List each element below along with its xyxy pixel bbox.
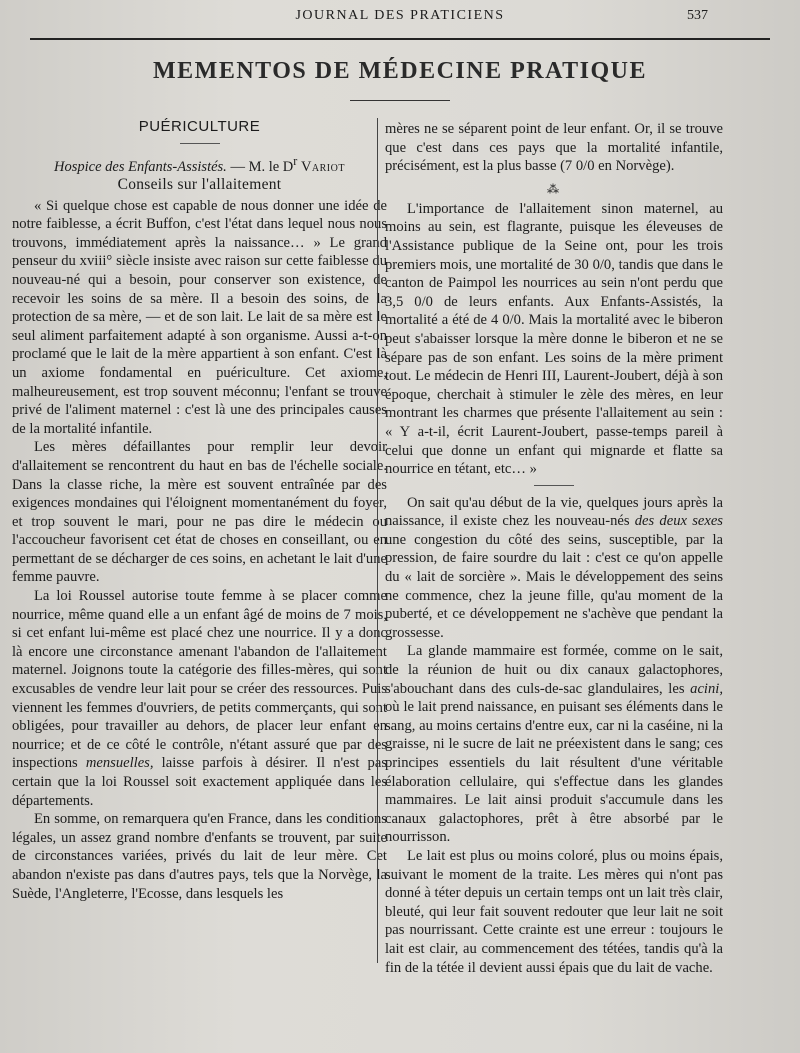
asterism: ⁂ [547, 181, 561, 196]
title-rule [350, 100, 450, 101]
right-paragraph-5: Le lait est plus ou moins coloré, plus ou moins épais, suivant le moment de la traite. Les mères qui n'ont pas donné à téter depuis un certain temps ont un lait très clair, bleuté, qui leur fait souvent redouter que leur lait ne soit pas nourrissant. Cette crainte est une erreur : toujours le lait est clair, au commencement des tétées, tandis qu'à la fin de la tétée il devient aussi épais que du lait de vache. [385, 847, 723, 976]
right-paragraph-2: L'importance de l'allaitement sinon maternel, au moins au sein, est flagrante, puisque les éleveuses de l'Assistance publique de la Seine ont, pour les trois premiers mois, une mortalité de 30 0/0, tandis que dans le canton de Paimpol les nourrices au sein n'ont perdu que 3,5 0/0 de leurs enfants. Aux Enfants-Assistés, la mortalité a été de 4 0/0. Mais la mortalité avec le biberon peut s'abaisser lorsque la mère donne le biberon et ne se sépare pas de son enfant. Les soins de la mère priment tout. Le médecin de Henri III, Laurent-Joubert, déjà à son époque, cherchait à stimuler le zèle des mères, en leur montrant les charmes que présente l'allaitement au sein : « Y a-t-il, écrit Laurent-Joubert, passe-temps pareil à celui que donne un enfant qui mignarde et flatte sa nourrice en tétant, etc… » [385, 200, 723, 478]
article-subheading: Conseils sur l'allaitement [117, 176, 282, 194]
byline [12, 152, 387, 176]
left-paragraph-3-tail: laisse parfois à désirer. Il n'est pas certain que la loi Roussel soit exactement appliquée dans les départements. [12, 755, 387, 809]
right-column [385, 120, 723, 977]
left-paragraph-4: En somme, on remarquera qu'en France, dans les conditions légales, un assez grand nombre d'enfants se trouvent, par suite de circonstances variées, privés du lait de leur mère. Cet abandon n'existe pas dans d'autres pays, tels que la Norvège, la Suède, l'Angleterre, l'Ecosse, dans lesquels les [12, 811, 387, 902]
byline-sup: r [293, 153, 298, 168]
right-paragraph-3 [385, 494, 723, 643]
left-paragraph-2: Les mères défaillantes pour remplir leur devoir d'allaitement se rencontrent du haut en bas de l'échelle sociale. Dans la classe riche, la mère est souvent entraînée par des exigences mondaines qui l'éloignent momentanément du foyer, et trop souvent le mari, pour ne pas dire le médecin ou l'accoucheur favorisent cet état de choses en conseillant, ou en permettant de se décharger de ces soins, en achetant le lait d'une femme pauvre. [12, 439, 387, 586]
section-heading: PUÉRICULTURE [138, 118, 261, 135]
right-paragraph-4-italic: acini, [690, 680, 723, 697]
right-paragraph-1: mères ne se séparent point de leur enfant. Or, il se trouve que c'est dans ces pays que la mortalité infantile, précisément, est la plus basse (7 0/0 en Norvège). [385, 121, 723, 175]
byline-dash: — M. le D [226, 158, 294, 175]
right-paragraph-3-b: une congestion du côté des seins, susceptible, par la pression, de faire sourdre du lait : c'est ce qu'on appelle du « lait de sorcière ». Mais le développement des seins ne commence, chez la jeune fille, qu'au moment de la puberté, et ce développement ne s'achève que pendant la grossesse. [385, 531, 723, 641]
byline-author: Variot [300, 158, 345, 175]
left-paragraph-3-italic: mensuelles, [85, 755, 154, 772]
section-break-rule [534, 485, 574, 486]
page-title: MEMENTOS DE MÉDECINE PRATIQUE [153, 58, 647, 84]
right-paragraph-3-italic: des deux sexes [634, 513, 723, 530]
left-paragraph-3-text: La loi Roussel autorise toute femme à se placer comme nourrice, même quand elle a un enfant âgé de moins de 7 mois, si cet enfant lui-même est placé chez une nourrice. Il y a donc là encore une circonstance amenant l'abandon de l'allaitement maternel. Joignons toute la catégorie des filles-mères, qui sont excusables de vendre leur lait pour se créer des ressources. Puis viennent les femmes d'ouvriers, de petits commerçants, qui sont obligées, pour travailler au dehors, de placer leur enfant en nourrice; et de ce côté le contrôle, n'étant assuré que par des inspections [12, 588, 387, 772]
left-paragraph-3 [12, 587, 387, 810]
header-rule [30, 38, 770, 40]
left-column [12, 118, 387, 903]
byline-source: Hospice des Enfants-Assistés. [54, 158, 227, 175]
running-title: JOURNAL DES PRATICIENS [295, 8, 505, 23]
running-header [30, 8, 770, 30]
left-paragraph-1: « Si quelque chose est capable de nous donner une idée de notre faiblesse, a écrit Buffon, c'est l'état dans lequel nous nous trouvons, immédiatement après la naissance… » Le grand penseur du xviii° siècle insiste avec raison sur cette faiblesse du nouveau-né qui a besoin, pour conserver son existence, de recevoir les soins de sa mère. Il a besoin des soins, de la protection de sa mère, — et de son lait. Le lait de sa mère est le seul aliment parfaitement adapté à son organisme. Aussi a-t-on proclamé que le lait de la mère appartient à son enfant. C'est là un axiome fondamental en puériculture. Cet axiome, malheureusement, est trop souvent méconnu; l'enfant se trouve privé de l'aliment maternel : c'est là une des principales causes de la mortalité infantile. [12, 197, 387, 437]
right-paragraph-4-a: La glande mammaire est formée, comme on le sait, de la réunion de huit ou dix canaux galactophores, s'abouchant dans des culs-de-sac glandulaires, les [385, 643, 723, 697]
right-paragraph-4 [385, 642, 723, 847]
column-divider [377, 118, 378, 963]
right-paragraph-4-b: où le lait prend naissance, en puisant ses éléments dans le sang, au moins certains d'entre eux, car ni la caséine, ni la graisse, ni le sucre de lait ne préexistent dans le sang; ces principes essentiels du lait résultent d'une véritable élaboration cellulaire, qui s'effectue dans les glandes mammaires. Le lait ainsi produit s'accumule dans les canaux galactophores, prêt à être absorbé par le nourrisson. [385, 699, 723, 846]
right-paragraph-3-a: On sait qu'au début de la vie, quelques jours après la naissance, il existe chez les nouveau-nés [385, 494, 723, 530]
section-rule [180, 143, 220, 144]
page-number: 537 [687, 8, 708, 23]
